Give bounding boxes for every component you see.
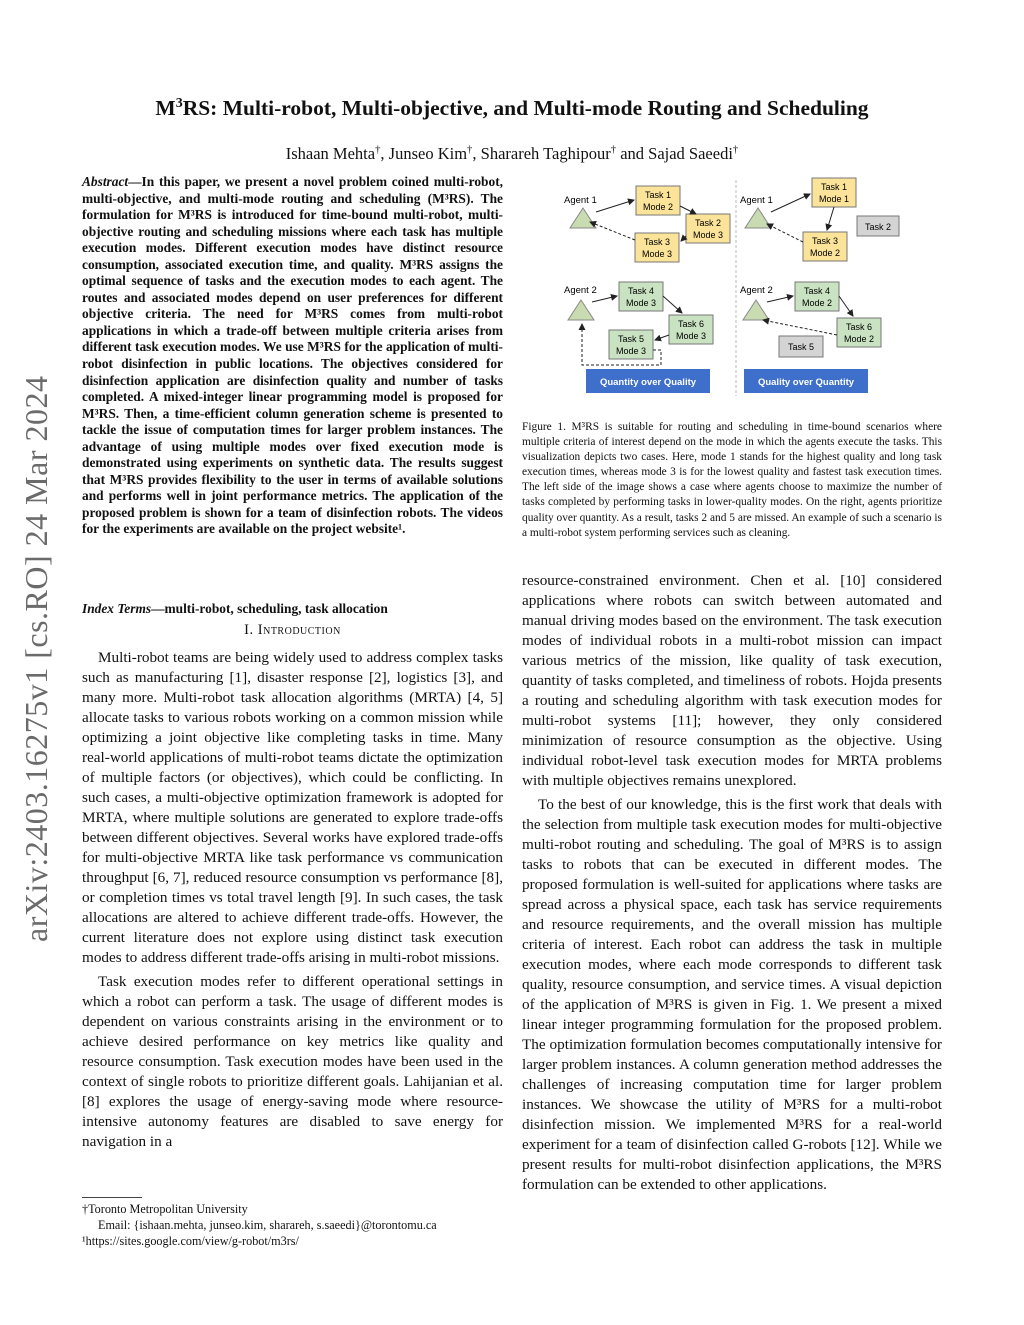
svg-text:Task 4: Task 4	[803, 286, 831, 296]
paper-title: $M^3RS$: Multi-robot, Multi-objective, and Multi-mode Routing and Scheduling	[155, 96, 869, 121]
right-column-body	[522, 571, 942, 1199]
author-list	[0, 143, 1024, 164]
svg-text:Mode 2: Mode 2	[801, 298, 833, 308]
task-3-box	[803, 232, 847, 261]
agent-2-label: Agent 2	[740, 285, 773, 296]
svg-text:Task 6: Task 6	[677, 319, 705, 329]
task-6-box	[837, 318, 881, 347]
svg-text:Mode 3: Mode 3	[641, 249, 673, 259]
author-2: Junseo Kim†,	[388, 143, 481, 163]
paragraph: To the best of our knowledge, this is the first work that deals with the selection from multiple task execution modes for multi-objective multi-robot routing and scheduling. The goal of M³RS is to assign tasks to robots that can be executed in different modes. The proposed formulation is well-suited for applications where tasks are spread across a physical space, each task has service requirements and resource requirements, and the overall mission has multiple criteria of interest. Each robot can address the task in multiple execution modes, where each mode corresponds to different task quality, resource consumption, and service times. A visual depiction of the application of M³RS is given in Fig. 1. We present a mixed linear integer programming formulation for the proposed problem. The optimization formulation becomes computationally intensive for larger problem instances. A column generation method addresses the challenges of increasing computation time for larger problem instances. We showcase the utility of M³RS for a multi-robot disinfection mission. We implemented M³RS for a real-world experiment for a team of disinfection called G-robots [12]. While we present results for multi-robot disinfection applications, the M³RS formulation can be extended to other applications.	[522, 796, 942, 1193]
agent-2-label: Agent 2	[564, 285, 597, 296]
svg-text:Mode 3: Mode 3	[625, 298, 657, 308]
agent-1-label: Agent 1	[564, 195, 597, 206]
task-4-box	[795, 282, 839, 311]
svg-text:Mode 2: Mode 2	[809, 248, 841, 258]
author-3: Sharareh Taghipour† and	[480, 143, 649, 163]
task-5-box	[779, 336, 823, 357]
abstract-label: Abstract	[82, 174, 129, 189]
svg-text:Task 5: Task 5	[787, 342, 815, 352]
right-banner	[744, 369, 868, 393]
task-2-box	[857, 216, 899, 236]
figure-1-diagram	[520, 170, 950, 412]
svg-text:Quality over Quantity: Quality over Quantity	[757, 377, 855, 388]
svg-text:Mode 3: Mode 3	[675, 331, 707, 341]
figure-1-caption: Figure 1. M³RS is suitable for routing and scheduling in time-bound scenarios where multiple criteria of interest depend on the mode in which the agents execute the tasks. This visualization depicts two cases. Here, mode 1 stands for the highest quality and long task execution times, whereas mode 3 is for the lowest quality and fastest task execution times. The left side of the image shows a case where agents choose to maximize the number of tasks completed by performing tasks in lower-quality modes. On the right, agents prioritize quality over quantity. As a result, tasks 2 and 5 are missed. An example of such a scenario is a multi-robot system performing services such as cleaning.	[522, 421, 942, 539]
task-1-box	[812, 178, 856, 207]
footnote-email: Email: {ishaan.mehta, junseo.kim, sharareh, s.saeedi}@torontomu.ca	[98, 1218, 437, 1232]
right-panel	[740, 178, 899, 393]
svg-text:Task 4: Task 4	[627, 286, 655, 296]
paragraph: Multi-robot teams are being widely used to address complex tasks such as manufacturing [1], disaster response [2], logistics [3], and many more. Multi-robot task allocation algorithms (MRTA) [4, 5] allocate tasks to various robots working on a common mission while optimizing a joint objective like completing tasks in time. Many real-world applications of multi-robot teams dictate the optimization of multiple factors (or objectives), which could be conflicting. In such cases, a multi-objective optimization framework is adopted for MRTA, where multiple solutions are generated to explore trade-offs between different objectives. Several works have explored trade-offs for multi-objective MRTA like task performance vs communication throughput [6, 7], reduced resource consumption vs performance [8], or completion times vs total travel length [9]. In such cases, the task allocations are altered to achieve different trade-offs. However, the current literature does not explore using distinct task execution modes to address different trade-offs arising in multi-robot missions.	[82, 649, 503, 966]
task-6-box	[669, 315, 713, 344]
footnotes	[82, 1201, 503, 1249]
paragraph: resource-constrained environment. Chen et al. [10] considered applications where robots can switch between automated and manual driving modes based on the environment. The task execution modes of individual robots in a multi-robot mission can impact various metrics of the mission, like quality of task execution, quantity of tasks completed, and timeliness of robots. Hojda presents a routing and scheduling algorithm with task execution modes for multi-robot systems [11]; however, they only considered minimization of resource consumption as the objective. Using individual robot-level task execution modes for MRTA problems with multiple objectives remains unexplored.	[522, 572, 942, 789]
left-banner	[586, 369, 710, 393]
index-terms-label: Index Terms	[82, 601, 152, 616]
index-terms	[82, 600, 503, 617]
paragraph: Task execution modes refer to different operational settings in which a robot can perform a task. The usage of different modes is dependent on various constraints arising in the environment or to achieve desired performance on key metrics like quality and resource consumption. Task execution modes have been used in the context of single robots to prioritize different goals. Lahijanian et al. [8] explores the usage of energy-saving mode where resource-intensive autonomy features are disabled to save energy for navigation in a	[82, 973, 503, 1150]
svg-text:Mode 3: Mode 3	[615, 346, 647, 356]
section-heading: I. Introduction	[244, 622, 341, 638]
left-panel	[564, 186, 730, 393]
svg-text:Task 3: Task 3	[811, 236, 839, 246]
author-1: Ishaan Mehta†,	[285, 143, 389, 163]
svg-text:Task 5: Task 5	[617, 334, 645, 344]
task-2-box	[686, 214, 730, 243]
svg-text:Mode 2: Mode 2	[642, 202, 674, 212]
task-5-box	[609, 330, 653, 359]
svg-text:Mode 2: Mode 2	[843, 334, 875, 344]
task-4-box	[619, 282, 663, 311]
agent-1-triangle	[745, 208, 771, 228]
author-4: Sajad Saeedi†	[648, 143, 739, 163]
right-route-arrows	[763, 194, 853, 335]
svg-text:Mode 3: Mode 3	[692, 230, 724, 240]
svg-text:Task 1: Task 1	[820, 182, 848, 192]
abstract	[82, 174, 503, 538]
svg-text:Task 3: Task 3	[643, 237, 671, 247]
svg-text:Task 2: Task 2	[864, 222, 892, 232]
agent-1-triangle	[570, 208, 596, 228]
svg-text:Task 2: Task 2	[694, 218, 722, 228]
svg-text:Task 1: Task 1	[644, 190, 672, 200]
left-column-body	[82, 648, 503, 1156]
abstract-text: —In this paper, we present a novel problem coined multi-robot, multi-objective, and multi-mode routing and scheduling (M³RS). The formulation for M³RS is introduced for time-bound multi-robot, multi-objective routing and scheduling missions where each task has multiple execution modes. Different execution modes have distinct resource consumption, associated execution time, and quality. M³RS assigns the optimal sequence of tasks and the execution modes to each agent. The routes and associated modes depend on user preferences for different objective criteria. The need for M³RS comes from multi-robot applications in which a trade-off between multiple criteria arises from different task execution modes. We use M³RS for the application of multi-robot disinfection in public locations. The objectives considered for disinfection application are disinfection quality and number of tasks completed. A mixed-integer linear programming model is proposed for M³RS. Then, a time-efficient column generation scheme is presented to tackle the issue of computation times for larger problem instances. The advantage of using multiple modes over fixed execution mode is demonstrated using experiments on synthetic data. The results suggest that M³RS provides flexibility to the user in terms of available solutions and performs well in joint performance metrics. The application of the proposed problem is shown for a team of disinfection robots. The videos for the experiments are available on the project website¹.	[82, 174, 503, 537]
task-1-box	[636, 186, 680, 215]
arxiv-identifier: arXiv:2403.16275v1 [cs.RO] 24 Mar 2024	[18, 375, 54, 942]
footnote-rule	[82, 1197, 142, 1198]
svg-text:Mode 1: Mode 1	[818, 194, 850, 204]
agent-2-triangle	[743, 300, 769, 320]
agent-2-triangle	[568, 300, 594, 320]
footnote-website[interactable]: ¹https://sites.google.com/view/g-robot/m3rs/	[82, 1234, 299, 1248]
index-terms-text: —multi-robot, scheduling, task allocation	[151, 601, 388, 616]
svg-text:Task 6: Task 6	[845, 322, 873, 332]
agent-1-label: Agent 1	[740, 195, 773, 206]
svg-text:Quantity over Quality: Quantity over Quality	[599, 377, 697, 388]
footnote-affiliation: †Toronto Metropolitan University	[82, 1202, 248, 1216]
task-3-box	[635, 233, 679, 262]
